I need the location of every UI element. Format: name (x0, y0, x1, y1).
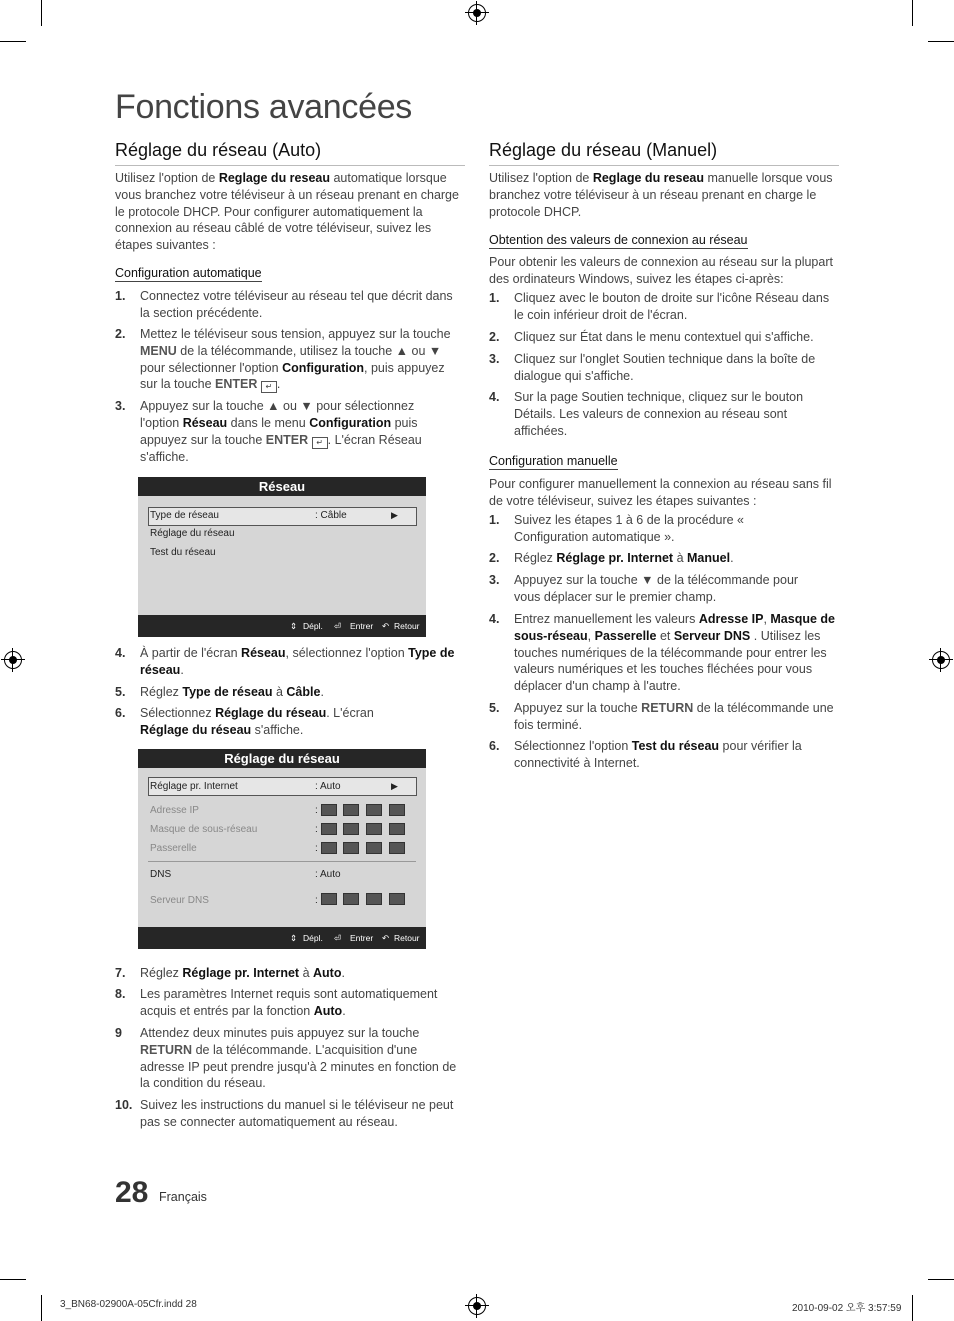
auto-intro: Utilisez l'option de Reglage du reseau automatique lorsque vous branchez votre téléviseur à un réseau prenant en charge le protocole DHCP. Pour configurer automatiquement la connexion au réseau câblé de votre téléviseur, suivez les étapes suivantes : (115, 171, 459, 253)
section-heading-auto: Réglage du réseau (Auto) (115, 140, 465, 166)
screen-footer: ⇕ Dépl. ⏎ Entrer ↶ Retour (138, 615, 426, 637)
registration-mark-icon (932, 651, 950, 669)
divider (148, 861, 416, 862)
enter-icon: ↵ (261, 381, 277, 393)
subheading-manual-config: Configuration manuelle (489, 454, 618, 468)
value-network-type: : Câble (315, 510, 347, 521)
row-network-test[interactable]: Test du réseau (150, 547, 216, 558)
page-language: Français (159, 1190, 207, 1204)
row-dns[interactable]: DNS (150, 869, 172, 880)
manual-intro: Utilisez l'option de Reglage du reseau manuelle lorsque vous branchez votre téléviseur à un réseau prenant en charge le protocole DHCP. (489, 171, 833, 219)
value-internet-setting: : Auto (315, 781, 341, 792)
print-date: 2010-09-02 오후 3:57:59 (792, 1303, 902, 1314)
network-screen (138, 477, 426, 637)
move-icon: ⇕ (290, 933, 298, 943)
registration-mark-icon (4, 651, 22, 669)
row-ip-address[interactable]: Adresse IP (150, 805, 199, 816)
value-dns: : Auto (315, 869, 341, 880)
network-values-intro: Pour obtenir les valeurs de connexion au réseau sur la plupart des ordinateurs Windows, suivez les étapes ci-après: (489, 255, 833, 286)
page-number: 28 (115, 1176, 149, 1209)
row-dns-server[interactable]: Serveur DNS (150, 895, 209, 906)
network-settings-screen: Réglage du réseau Réglage pr. Internet : Auto ▶ Adresse IP : Masque de sous-réseau : Passerelle : DNS : Auto Serveur DNS : ⇕ Dépl. ⏎ Entrer ↶ Retour (138, 749, 426, 949)
screen-title: Réseau (138, 477, 426, 496)
section-heading-manual: Réglage du réseau (Manuel) (489, 140, 839, 166)
arrow-right-icon: ▶ (391, 781, 398, 791)
return-icon: ↶ (382, 621, 390, 631)
row-gateway[interactable]: Passerelle (150, 843, 197, 854)
registration-mark-icon (468, 1297, 486, 1315)
subheading-network-values: Obtention des valeurs de connexion au réseau (489, 233, 748, 247)
row-network-settings[interactable]: Réglage du réseau (150, 528, 235, 539)
enter-icon: ⏎ (334, 933, 342, 943)
enter-icon: ⏎ (334, 621, 342, 631)
screen-footer: ⇕ Dépl. ⏎ Entrer ↶ Retour (138, 927, 426, 949)
row-subnet-mask[interactable]: Masque de sous-réseau (150, 824, 258, 835)
registration-mark-icon (468, 4, 486, 22)
move-icon: ⇕ (290, 621, 298, 631)
page-title: Fonctions avancées (115, 88, 412, 126)
enter-icon: ↵ (312, 437, 328, 449)
row-network-type[interactable]: Type de réseau (150, 510, 219, 521)
screen-title: Réglage du réseau (138, 749, 426, 768)
return-icon: ↶ (382, 933, 390, 943)
file-name: 3_BN68-02900A-05Cfr.indd 28 (60, 1299, 197, 1310)
arrow-right-icon: ▶ (391, 510, 398, 520)
manual-config-intro: Pour configurer manuellement la connexion au réseau sans fil de votre téléviseur, suivez les étapes suivantes : (489, 477, 832, 508)
row-internet-setting[interactable]: Réglage pr. Internet (150, 781, 238, 792)
subheading-auto-config: Configuration automatique (115, 266, 262, 280)
